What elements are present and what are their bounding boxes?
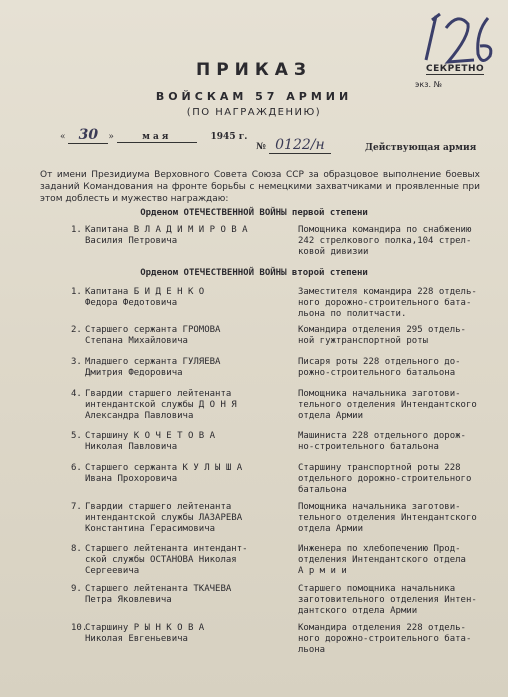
awardee-name: [85, 584, 295, 606]
awardee-position-line: Помощника командира по снабжению: [298, 225, 472, 235]
awardee-position-line: Старшину транспортной роты 228: [298, 463, 461, 473]
awardee-position-line: Инженера по хлебопечению Прод-: [298, 544, 461, 554]
awardee-position-line: ковой дивизии: [298, 247, 369, 257]
document-title: ПРИКАЗ: [195, 60, 313, 80]
entry-number: 3.: [71, 357, 82, 367]
awardee-name-line: Старшего сержанта К У Л Ы Ш А: [85, 463, 243, 473]
awardee-position-line: Командира отделения 228 отдель-: [298, 623, 466, 633]
awardee-name-line: интендантской службы ЛАЗАРЕВА: [85, 513, 243, 523]
entry-number: 2.: [71, 325, 82, 335]
awardee-name-line: Федора Федотовича: [85, 298, 178, 308]
awardee-name: [85, 389, 295, 422]
awardee-position-line: тельного отделения Интендантского: [298, 513, 477, 523]
awardee-position: [298, 357, 488, 379]
number-sign: №: [256, 142, 266, 152]
awardee-name: [85, 357, 295, 379]
awardee-position-line: ного дорожно-строительного бата-: [298, 298, 472, 308]
date-line: [60, 127, 247, 144]
awardee-position: [298, 225, 488, 258]
date-year: 1945 г.: [210, 132, 248, 142]
awardee-position-line: но-строительного батальона: [298, 442, 439, 452]
awardee-name: [85, 431, 295, 453]
document-subtitle-award: (ПО НАГРАЖДЕНИЮ): [186, 107, 322, 118]
awardee-position-line: отделения Интендантского отдела: [298, 555, 466, 565]
awardee-name: [85, 325, 295, 347]
awardee-name-line: Сергеевича: [85, 566, 140, 576]
awardee-position-line: Помощника начальника заготови-: [298, 502, 461, 512]
awardee-name-line: Старшину К О Ч Е Т О В А: [85, 431, 216, 441]
awardee-name: [85, 502, 295, 535]
section-heading-second-degree: Орденом ОТЕЧЕСТВЕННОЙ ВОЙНЫ второй степени: [140, 268, 368, 278]
awardee-position: [298, 389, 488, 422]
awardee-position-line: Старшего помощника начальника: [298, 584, 456, 594]
copy-number-label: экз. №: [415, 80, 442, 89]
awardee-position-line: тельного отделения Интендантского: [298, 400, 477, 410]
awardee-position: [298, 623, 488, 656]
awardee-position-line: ного дорожно-строительного бата-: [298, 634, 472, 644]
date-month: мая: [117, 132, 197, 143]
awardee-position-line: заготовительного отделения Интен-: [298, 595, 477, 605]
entry-number: 9.: [71, 584, 82, 594]
awardee-name: [85, 225, 295, 247]
awardee-position-line: рожно-строительного батальона: [298, 368, 456, 378]
awardee-name: [85, 623, 295, 645]
awardee-position: [298, 287, 488, 320]
awardee-position: [298, 544, 488, 577]
awardee-position-line: отдельного дорожно-строительного: [298, 474, 472, 484]
entry-number: 5.: [71, 431, 82, 441]
awardee-position-line: Заместителя командира 228 отдель-: [298, 287, 477, 297]
awardee-name-line: Младшего сержанта ГУЛЯЕВА: [85, 357, 221, 367]
awardee-position-line: льона: [298, 645, 326, 655]
awardee-name: [85, 463, 295, 485]
awardee-position-line: 242 стрелкового полка,104 стрел-: [298, 236, 472, 246]
awardee-name-line: Гвардии старшего лейтенанта: [85, 502, 232, 512]
awardee-position-line: Командира отделения 295 отдель-: [298, 325, 466, 335]
section-heading-first-degree: Орденом ОТЕЧЕСТВЕННОЙ ВОЙНЫ первой степени: [140, 208, 368, 218]
order-number-line: [256, 137, 331, 154]
awardee-name-line: Степана Михайловича: [85, 336, 188, 346]
awardee-name-line: Александра Павловича: [85, 411, 194, 421]
awardee-name-line: Николая Евгеньевича: [85, 634, 188, 644]
entry-number: 4.: [71, 389, 82, 399]
date-day: 30: [78, 127, 99, 143]
awardee-name-line: Петра Яковлевича: [85, 595, 172, 605]
awardee-position-line: Машиниста 228 отдельного дорож-: [298, 431, 466, 441]
awardee-name-line: Капитана Б И Д Е Н К О: [85, 287, 205, 297]
intro-paragraph: От имени Президиума Верховного Совета Союза ССР за образцовое выполнение боевых заданий Командования на фронте борьбы с немецкими захватчиками и проявленные при этом доблесть и мужество награждаю:: [40, 170, 480, 204]
entry-number: 1.: [71, 225, 82, 235]
awardee-position-line: Писаря роты 228 отдельного до-: [298, 357, 461, 367]
secret-stamp: СЕКРЕТНО: [426, 64, 485, 74]
document-subtitle: ВОЙСКАМ 57 АРМИИ: [155, 90, 353, 103]
awardee-position: [298, 431, 488, 453]
awardee-position-line: льона по политчасти.: [298, 309, 407, 319]
awardee-position-line: отдела Армии: [298, 524, 364, 534]
awardee-position-line: А р м и и: [298, 566, 347, 576]
awardee-name-line: Старшину Р Ы Н К О В А: [85, 623, 205, 633]
awardee-name-line: Николая Павловича: [85, 442, 178, 452]
awardee-position-line: отдела Армии: [298, 411, 364, 421]
date-open-quote: «: [60, 132, 66, 142]
entry-number: 6.: [71, 463, 82, 473]
awardee-position: [298, 502, 488, 535]
entry-number: 1.: [71, 287, 82, 297]
awardee-name-line: Гвардии старшего лейтенанта: [85, 389, 232, 399]
awardee-position-line: ной гужтранспортной роты: [298, 336, 429, 346]
army-label: Действующая армия: [365, 143, 477, 153]
awardee-position: [298, 463, 488, 496]
awardee-name: [85, 544, 295, 577]
order-number: 0122/н: [275, 137, 325, 153]
entry-number: 7.: [71, 502, 82, 512]
entry-number: 8.: [71, 544, 82, 554]
awardee-name-line: Дмитрия Федоровича: [85, 368, 183, 378]
awardee-name-line: Константина Герасимовича: [85, 524, 216, 534]
awardee-name-line: ской службы ОСТАНОВА Николая: [85, 555, 237, 565]
awardee-position: [298, 584, 488, 617]
awardee-position-line: Помощника начальника заготови-: [298, 389, 461, 399]
entry-number: 10.: [71, 623, 88, 633]
awardee-position-line: батальона: [298, 485, 347, 495]
awardee-position-line: дантского отдела Армии: [298, 606, 418, 616]
awardee-name: [85, 287, 295, 309]
awardee-position: [298, 325, 488, 347]
awardee-name-line: Старшего сержанта ГРОМОВА: [85, 325, 221, 335]
awardee-name-line: Василия Петровича: [85, 236, 178, 246]
awardee-name-line: интендантской службы Д О Н Я: [85, 400, 237, 410]
awardee-name-line: Старшего лейтенанта интендант-: [85, 544, 248, 554]
awardee-name-line: Капитана В Л А Д И М И Р О В А: [85, 225, 248, 235]
date-close-quote: »: [108, 132, 114, 142]
awardee-name-line: Старшего лейтенанта ТКАЧЕВА: [85, 584, 232, 594]
awardee-name-line: Ивана Прохоровича: [85, 474, 178, 484]
